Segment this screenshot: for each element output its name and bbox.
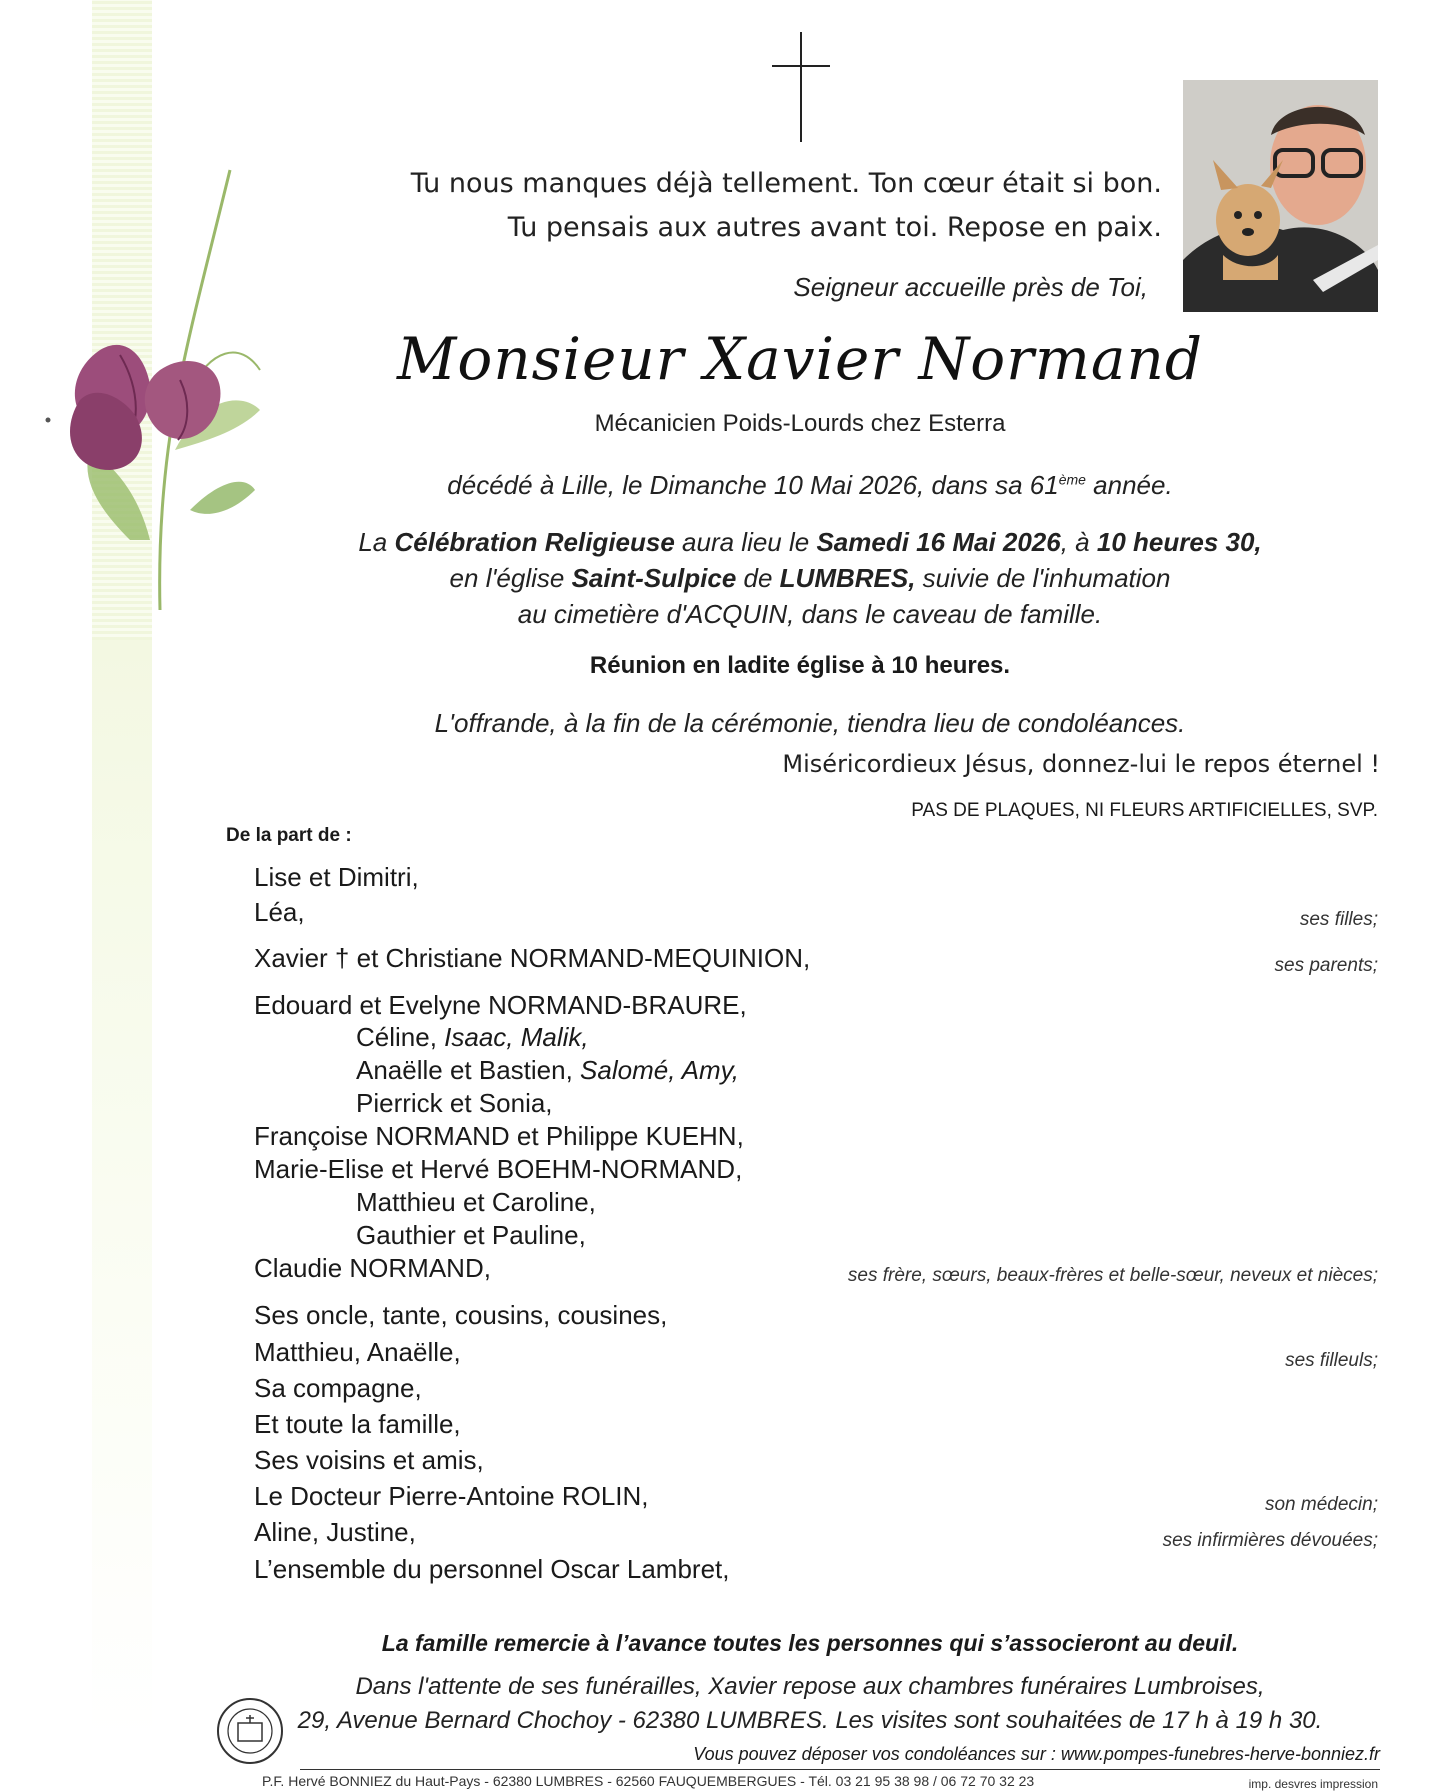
death-notice-sup: ème <box>1058 471 1086 488</box>
death-notice-text: décédé à Lille, le Dimanche 10 Mai 2026, dans sa 61 <box>447 470 1059 500</box>
portrait-illustration <box>1183 80 1378 312</box>
offering-notice: L'offrande, à la fin de la cérémonie, tiendra lieu de condoléances. <box>434 708 1186 738</box>
family-member-row <box>254 862 419 893</box>
no-plaques-notice: PAS DE PLAQUES, NI FLEURS ARTIFICIELLES, SVP. <box>911 800 1378 821</box>
funeral-home-seal <box>216 1697 284 1765</box>
family-member-row <box>356 1055 739 1086</box>
company-line: P.F. Hervé BONNIEZ du Haut-Pays - 62380 LUMBRES - 62560 FAUQUEMBERGUES - Tél. 03 21 95 38 98 / 06 72 70 32 23 <box>262 1773 1035 1789</box>
family-member-row <box>254 1445 484 1476</box>
family-member-row <box>254 1481 649 1512</box>
family-member-row <box>254 1337 461 1368</box>
meeting-notice: Réunion en ladite église à 10 heures. <box>589 652 1011 679</box>
family-member-name: Le Docteur Pierre-Antoine ROLIN, <box>254 1481 649 1511</box>
family-member-name: Lise et Dimitri, <box>254 862 419 892</box>
ceremony-date: Samedi 16 Mai 2026 <box>816 527 1061 557</box>
ceremony-type: Célébration Religieuse <box>394 527 675 557</box>
ceremony-l1-e: , à <box>1060 527 1097 557</box>
family-member-name: Xavier † et Christiane NORMAND-MEQUINION, <box>254 943 811 973</box>
prayer-line: Miséricordieux Jésus, donnez-lui le repos éternel ! <box>782 750 1380 778</box>
deceased-occupation: Mécanicien Poids-Lourds chez Esterra <box>594 410 1006 437</box>
verse-line-1: Tu nous manques déjà tellement. Ton cœur était si bon. <box>410 168 1162 199</box>
family-member-name: Sa compagne, <box>254 1373 422 1403</box>
ceremony-l2-e: suivie de l'inhumation <box>915 563 1171 593</box>
condolences-line: Vous pouvez déposer vos condoléances sur : www.pompes-funebres-herve-bonniez.fr <box>693 1744 1380 1764</box>
cross-icon <box>772 32 830 142</box>
ceremony-l1-a: La <box>358 527 395 557</box>
church-town: LUMBRES, <box>779 563 916 593</box>
family-member-name: L’ensemble du personnel Oscar Lambret, <box>254 1554 730 1584</box>
verse-line-2: Tu pensais aux autres avant toi. Repose en paix. <box>507 212 1162 243</box>
family-member-name: Matthieu et Caroline, <box>356 1187 596 1217</box>
family-member-row <box>254 1121 744 1152</box>
family-member-name: Gauthier et Pauline, <box>356 1220 586 1250</box>
family-member-row <box>254 1554 730 1585</box>
ceremony-line-1 <box>200 527 1420 558</box>
family-member-row <box>356 1088 553 1119</box>
family-relation-label: son médecin; <box>1264 1494 1378 1515</box>
family-member-name: Edouard et Evelyne NORMAND-BRAURE, <box>254 990 747 1020</box>
deceased-name: Monsieur Xavier Normand <box>397 325 1203 393</box>
verse-line-3: Seigneur accueille près de Toi, <box>793 272 1148 302</box>
ceremony-l1-c: aura lieu le <box>674 527 817 557</box>
family-member-row <box>356 1022 589 1053</box>
death-notice-end: année. <box>1085 470 1173 500</box>
family-member-row <box>254 1154 742 1185</box>
family-member-row <box>254 1373 422 1404</box>
family-member-row <box>254 1253 491 1284</box>
family-member-name: Matthieu, Anaëlle, <box>254 1337 461 1367</box>
family-member-name: Françoise NORMAND et Philippe KUEHN, <box>254 1121 744 1151</box>
death-notice <box>200 470 1420 501</box>
ceremony-l2-c: de <box>736 563 780 593</box>
ceremony-l2-a: en l'église <box>449 563 572 593</box>
family-member-row <box>254 1409 461 1440</box>
family-member-name: Anaëlle et Bastien, <box>356 1055 581 1085</box>
family-member-children: Isaac, Malik, <box>444 1022 589 1052</box>
ceremony-time: 10 heures 30, <box>1096 527 1262 557</box>
family-member-row <box>254 990 747 1021</box>
family-member-children: Salomé, Amy, <box>580 1055 739 1085</box>
footer-rule <box>300 1769 1380 1770</box>
church-name: Saint-Sulpice <box>571 563 737 593</box>
family-relation-label: ses parents; <box>1274 955 1378 976</box>
ceremony-line-3: au cimetière d'ACQUIN, dans le caveau de famille. <box>517 599 1103 629</box>
family-member-row <box>356 1220 586 1251</box>
family-relation-label: ses filles; <box>1299 909 1378 930</box>
repose-line-2: 29, Avenue Bernard Chochoy - 62380 LUMBRES. Les visites sont souhaitées de 17 h à 19 h 30. <box>297 1707 1323 1734</box>
family-member-name: Marie-Elise et Hervé BOEHM-NORMAND, <box>254 1154 743 1184</box>
ceremony-line-2 <box>200 563 1420 594</box>
family-member-name: Léa, <box>254 897 305 927</box>
family-member-row <box>356 1187 596 1218</box>
portrait-photo <box>1183 80 1378 312</box>
family-member-name: Aline, Justine, <box>254 1517 416 1547</box>
printer-line: imp. desvres impression <box>1248 1777 1378 1791</box>
family-member-name: Ses voisins et amis, <box>254 1445 484 1475</box>
thanks-line: La famille remercie à l’avance toutes les personnes qui s’associeront au deuil. <box>381 1630 1239 1656</box>
family-member-row <box>254 1300 667 1331</box>
family-member-row <box>254 1517 416 1548</box>
family-relation-label: ses infirmières dévouées; <box>1162 1530 1378 1551</box>
decorative-band-fade <box>92 640 152 1740</box>
family-header: De la part de : <box>226 825 352 846</box>
family-relation-label: ses filleuls; <box>1285 1350 1378 1371</box>
family-member-name: Pierrick et Sonia, <box>356 1088 553 1118</box>
family-member-name: Et toute la famille, <box>254 1409 461 1439</box>
family-member-name: Claudie NORMAND, <box>254 1253 491 1283</box>
family-member-name: Céline, <box>356 1022 445 1052</box>
family-member-row <box>254 943 810 974</box>
family-relation-label: ses frère, sœurs, beaux-frères et belle-sœur, neveux et nièces; <box>847 1265 1378 1286</box>
family-member-name: Ses oncle, tante, cousins, cousines, <box>254 1300 668 1330</box>
family-member-row <box>254 897 305 928</box>
repose-line-1: Dans l'attente de ses funérailles, Xavier repose aux chambres funéraires Lumbroises, <box>355 1673 1265 1700</box>
